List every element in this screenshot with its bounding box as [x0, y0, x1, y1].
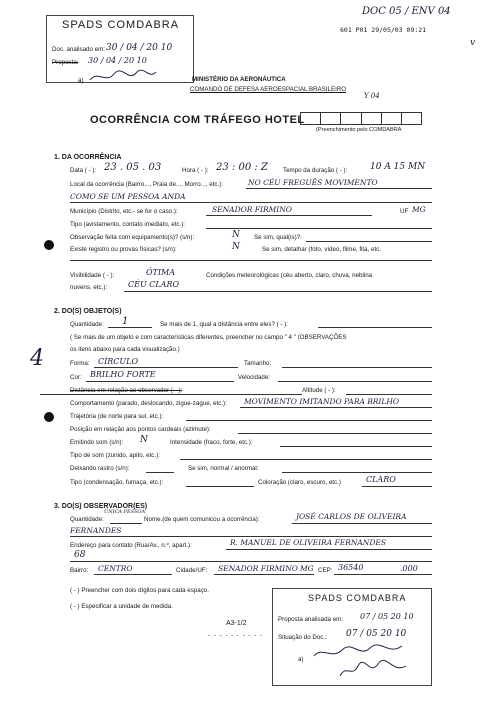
position-line — [238, 433, 432, 434]
object-qty-value: 1 — [122, 316, 129, 327]
check-mark: v — [470, 38, 476, 48]
observer-name-value: JOSÉ CARLOS DE OLIVEIRA — [296, 512, 407, 521]
sound-type-label: Tipo de som (zunido, apito, etc.): — [70, 452, 160, 459]
district-label: Bairro: — [70, 567, 89, 574]
observer-name-line-2 — [70, 536, 432, 537]
intensity-label: Intensidade (fraco, forte, etc.): — [170, 439, 253, 446]
fax-header: 601 P01 29/05/03 09:21 — [340, 26, 427, 34]
city-label: Município (Distrito, etc.- se for o caso.): — [70, 208, 178, 215]
footer-note-2: ( - ) Especificar a unidade de medida. — [70, 603, 173, 610]
place-line — [246, 188, 432, 189]
type-label: Tipo (avistamento, contato imediato, etc.): — [70, 221, 185, 228]
observer-name-line — [292, 523, 432, 524]
proof-value: N — [232, 242, 240, 252]
observer-city-line — [214, 574, 314, 575]
district-value: CENTRO — [98, 564, 133, 573]
coloration-line — [362, 486, 432, 487]
equipment-value: N — [232, 230, 240, 240]
control-number-boxes — [300, 112, 422, 125]
uf-label: UF — [400, 208, 409, 215]
duration-value: 10 A 15 MN — [370, 162, 426, 172]
bottom-stamp-sign-label: a) — [298, 656, 304, 663]
place-line-2 — [70, 202, 432, 203]
section2-heading: 2. DO(S) OBJETO(S) — [54, 308, 122, 315]
bottom-stamp-line1-value: 07 / 05 20 10 — [360, 612, 414, 621]
place-label: Local da ocorrência (Bairro..., Praia de..., Morro..., etc.): — [70, 181, 224, 188]
trail-question: Se sim, normal / anormal: — [188, 465, 259, 472]
city-line — [206, 215, 372, 216]
time-value: 23 : 00 : Z — [216, 162, 268, 173]
object-qty-label: Quantidade: — [70, 321, 104, 328]
object-note-2: os itens abaixo para cada visualização.) — [70, 346, 180, 353]
header-mark: Y 04 — [364, 92, 380, 100]
proof-line — [70, 260, 432, 261]
observer-qty-line — [110, 523, 142, 524]
address-value-2: 68 — [74, 550, 86, 560]
size-label: Tamanho: — [244, 360, 272, 367]
shape-value: CÍRCULO — [98, 357, 139, 366]
bottom-stamp-signature — [312, 642, 424, 682]
page-title: OCORRÊNCIA COM TRÁFEGO HOTEL — [90, 114, 305, 126]
place-value: NO CÉU FREGUÊS MOVIMENTO — [248, 178, 378, 187]
cep-value: 36540 — [338, 563, 364, 572]
object-distance-line — [318, 327, 432, 328]
city-value: SENADOR FIRMINO — [212, 205, 292, 214]
proof-label: Existe registro ou provas físicas? (s/n): — [70, 246, 177, 253]
stamp-proposal-label: Proposta: — [52, 59, 79, 66]
shape-label: Forma: — [70, 360, 90, 367]
cep-line — [334, 574, 432, 575]
observer-uf-value: MG — [300, 564, 314, 573]
bottom-stamp-title: SPADS COMDABRA — [308, 593, 407, 603]
page-code-dashes: - - - - - - - - - - — [208, 632, 264, 639]
weather-label: Condições meteorológicas (céu aberto, claro, chuva, neblina — [206, 272, 373, 279]
observer-qty-label: Quantidade: — [70, 516, 104, 523]
stamp-proposal-value: 30 / 04 / 20 10 — [88, 56, 147, 65]
sound-value: N — [140, 435, 148, 445]
trajectory-label: Trajetória (de norte para sul, etc.): — [70, 413, 164, 420]
sound-label: Emitindo som (s/n): — [70, 439, 124, 446]
proof-question: Se sim, detalhar (foto, vídeo, filme, fita, etc. — [262, 246, 381, 253]
behaviour-value: MOVIMENTO IMITANDO PARA BRILHO — [244, 397, 400, 406]
duration-label: Tempo da duração ( - ): — [283, 167, 348, 174]
bottom-stamp-line2-value: 07 / 05 20 10 — [346, 629, 407, 639]
cep-suffix: .000 — [400, 564, 418, 573]
uf-value: MG — [412, 205, 426, 214]
margin-mark: 4 — [30, 346, 44, 371]
date-label: Data ( - ): — [70, 167, 97, 174]
trail-value-line — [146, 472, 174, 473]
color-label: Cor: — [70, 374, 82, 381]
speed-line — [278, 381, 432, 382]
bottom-stamp-line1-label: Proposta analisada em: — [278, 616, 344, 623]
behaviour-line — [240, 407, 432, 408]
speed-label: Velocidade: — [238, 374, 270, 381]
equipment-label: Observação feita com equipamento(s)? (s/n): — [70, 234, 195, 241]
distance-label: Distância em relação ao observador ( - ): — [70, 387, 183, 394]
observer-name-value-2: FERNANDES — [70, 526, 122, 535]
observer-overwrite: ÚNICA PESSOA — [104, 509, 146, 515]
hole-punch-1 — [44, 240, 54, 250]
observer-city-label: Cidade/UF: — [176, 567, 208, 574]
coloration-label: Coloração (claro, escuro, etc.) — [258, 479, 341, 486]
address-value: R. MANUEL DE OLIVEIRA FERNANDES — [230, 538, 386, 547]
position-label: Posição em relação aos pontos cardeais (azimute): — [70, 426, 211, 433]
place-value-2: COMO SE UM PESSOA ANDA — [70, 192, 186, 201]
stamp-sign-label: a) — [78, 77, 84, 84]
section3-heading: 3. DO(S) OBSERVADOR(ES) — [54, 503, 148, 510]
equipment-question: Se sim, qual(is)?: — [254, 234, 302, 241]
trail-label: Deixando rastro (s/n): — [70, 465, 130, 472]
coloration-value: CLARO — [366, 475, 396, 484]
page-code: A3-1/2 — [226, 620, 247, 627]
size-line — [282, 367, 432, 368]
stamp-signature — [88, 68, 158, 86]
stamp-analyzed-label: Doc. analisado em: — [52, 46, 105, 53]
sound-type-line — [180, 459, 432, 460]
ministry-name: MINISTÉRIO DA AERONÁUTICA — [192, 76, 286, 83]
altitude-label: Altitude ( - ): — [302, 387, 336, 394]
footer-note-1: ( - ) Preencher com dois dígitos para cada espaço. — [70, 587, 209, 594]
address-line-2 — [70, 561, 432, 562]
object-qty-line — [108, 327, 152, 328]
time-label: Hora ( - ): — [182, 167, 209, 174]
trail-type-label: Tipo (condensação, fumaça, etc.): — [70, 479, 164, 486]
shape-line — [94, 367, 238, 368]
trail-type-line — [186, 486, 254, 487]
object-note-1: ( Se mais de um objeto e com características diferentes, preencher no campo " 4 " (OBSERVAÇÕES — [70, 334, 347, 341]
hole-punch-2 — [44, 412, 54, 422]
weather-line — [124, 291, 432, 292]
district-line — [94, 574, 172, 575]
doc-env-handwritten: DOC 05 / ENV 04 — [362, 6, 451, 17]
address-label: Endereço para contato (Rua/Av., n.º, apart.): — [70, 542, 192, 549]
visibility-value: ÓTIMA — [146, 268, 176, 277]
distance-line — [40, 394, 302, 395]
weather-value: CÉU CLARO — [128, 280, 180, 289]
color-value: BRILHO FORTE — [90, 370, 156, 379]
observer-city-value: SENADOR FIRMINO — [218, 564, 298, 573]
type-line — [206, 228, 432, 229]
object-qty-note: Se mais de 1, qual a distância entre eles? ( - ): — [160, 321, 288, 328]
behaviour-label: Comportamento (parado, deslocando, zigue-zague, etc.): — [70, 400, 227, 407]
altitude-line — [346, 394, 432, 395]
address-line — [226, 549, 432, 550]
equipment-line — [306, 241, 432, 242]
observer-name-label: Nome.(de quem comunicou a ocorrência): — [144, 516, 260, 523]
color-line — [86, 381, 234, 382]
boxes-note: (Preenchimento pelo COMDABRA — [316, 127, 402, 133]
weather-label-2: nuvens, etc.): — [70, 284, 108, 291]
stamp-analyzed-value: 30 / 04 / 20 10 — [106, 43, 173, 53]
command-name: COMANDO DE DEFESA AEROESPACIAL BRASILEIRO — [190, 86, 347, 93]
bottom-stamp-line2-label: Situação do Doc.: — [278, 634, 327, 641]
date-value: 23 . 05 . 03 — [104, 162, 162, 173]
section1-heading: 1. DA OCORRÊNCIA — [54, 154, 122, 161]
cep-label: CEP: — [318, 567, 333, 574]
trail-question-line — [282, 472, 432, 473]
trajectory-line — [186, 420, 432, 421]
intensity-line — [280, 446, 432, 447]
visibility-label: Visibilidade ( - ): — [70, 272, 115, 279]
stamp-title: SPADS COMDABRA — [62, 19, 180, 31]
